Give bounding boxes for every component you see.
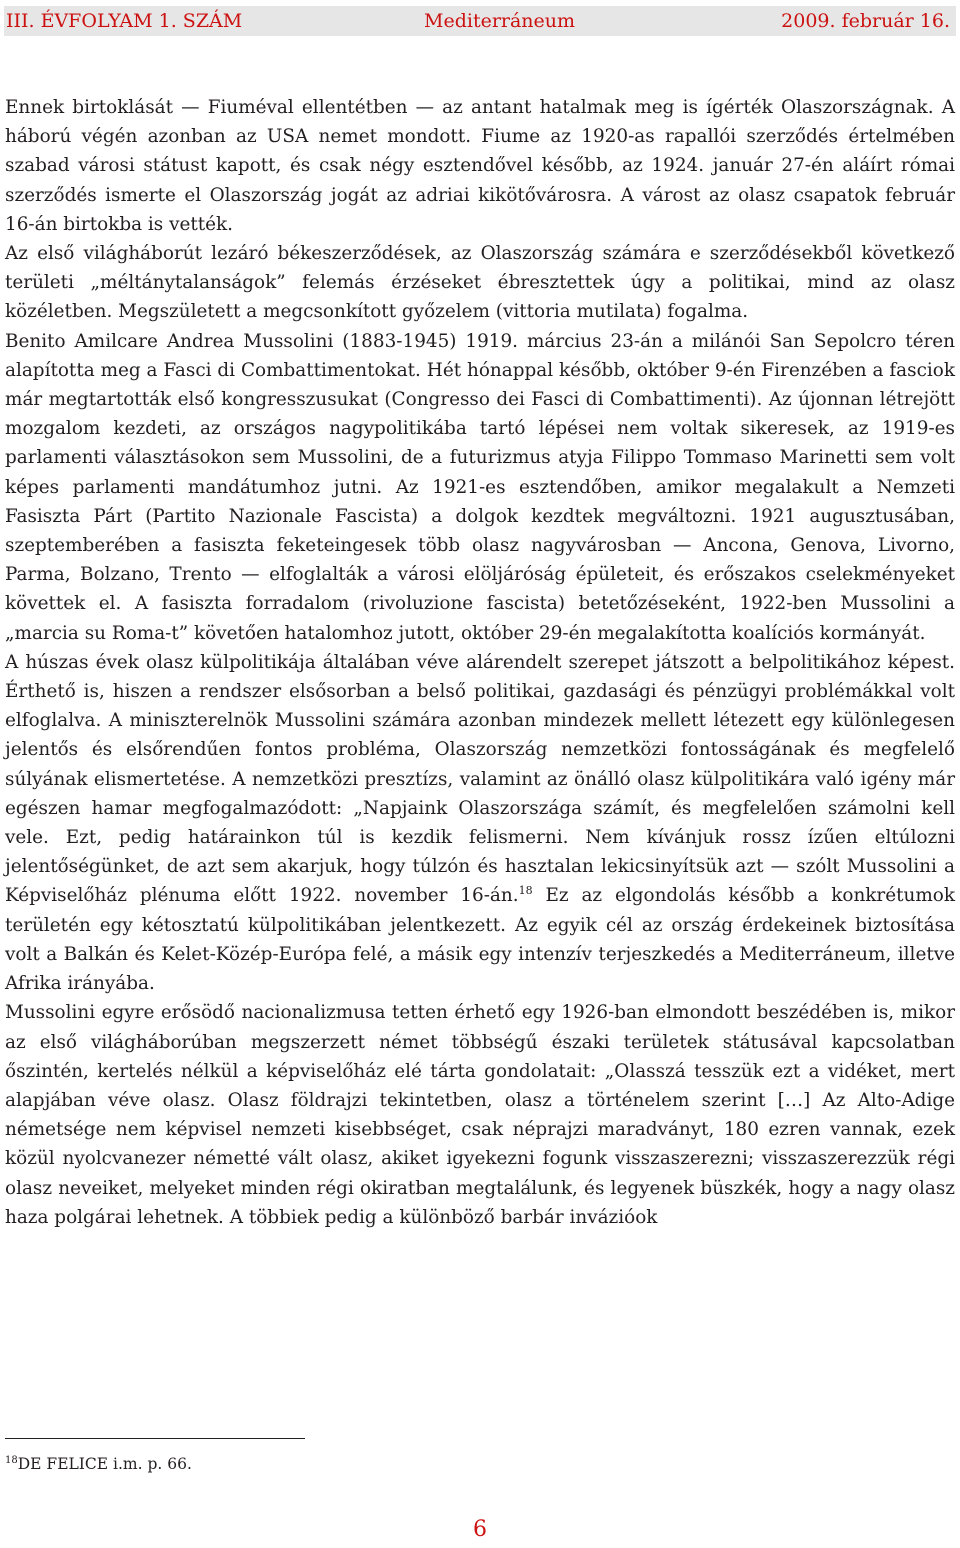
paragraph-2: Az első világháborút lezáró békeszerződések, az Olaszország számára e szerződésekből következő területi „méltánytalanságok” felemás érzéseket ébresztettek úgy a politikai, mind az olasz közéletben. Megszületett a megcsonkított győzelem (vittoria mutilata) fogalma. — [5, 243, 955, 323]
footnote-reference[interactable]: 18 — [518, 884, 533, 898]
header-volume: III. ÉVFOLYAM 1. SZÁM — [6, 10, 243, 32]
paragraph-4 — [5, 648, 955, 998]
footnote-separator — [5, 1438, 305, 1439]
footnote — [5, 1450, 192, 1475]
article-body — [5, 93, 955, 1232]
footnote-text: i.m. p. 66. — [108, 1455, 192, 1474]
paragraph-5: Mussolini egyre erősödő nacionalizmusa tetten érhető egy 1926-ban elmondott beszédében is, mikor az első világháborúban megszerzett német többségű északi területek státusával kapcsolatban őszintén, kertelés nélkül a képviselőház elé tárta gondolatait: „Olasszá tesszük ezt a vidéket, mert alapjában véve olasz. Olasz földrajzi tekintetben, olasz a történelem szerint […] Az Alto-Adige németsége nem képvisel nemzeti kisebbséget, csak néprajzi maradványt, 180 ezren vannak, ezek közül nyolcvanezer németté vált olasz, akiket igyekezni fogunk visszaszerezni; visszaszerezzük régi olasz neveiket, melyeket minden régi okiratban megtalálunk, és legyenek büszkék, hogy a nagy olasz haza polgárai lehetnek. A többiek pedig a különböző barbár invázióok — [5, 1002, 955, 1228]
footnote-number: 18 — [5, 1455, 18, 1466]
running-header — [4, 6, 956, 36]
page-number: 6 — [473, 1517, 487, 1542]
header-date: 2009. február 16. — [781, 10, 950, 32]
header-journal-title: Mediterráneum — [424, 10, 576, 32]
footnote-author: DE FELICE — [17, 1455, 109, 1474]
paragraph-4-continuation: Ez az elgondolás később a konkrétumok területén egy kétosztatú külpolitikában jelentkezett. Az egyik cél az ország érdekeinek biztosítása volt a Balkán és Kelet-Közép-Európa felé, a másik egy intenzív terjeszkedés a Mediterráneum, illetve Afrika irányába. — [5, 885, 955, 995]
paragraph-3: Benito Amilcare Andrea Mussolini (1883-1945) 1919. március 23-án a milánói San Sepolcro téren alapította meg a Fasci di Combattimentokat. Hét hónappal később, október 9-én Firenzében a fasciok már megtartották első kongresszusukat (Congresso dei Fasci di Combattimenti). Az újonnan létrejött mozgalom kezdeti, az országos nagypolitikába tartó lépései nem voltak sikeresek, az 1919-es parlamenti választásokon sem Mussolini, de a futurizmus atyja Filippo Tommaso Marinetti sem volt képes parlamenti mandátumhoz jutni. Az 1921-es esztendőben, amikor megalakult a Nemzeti Fasiszta Párt (Partito Nazionale Fascista) a dolgok kezdtek megváltozni. 1921 augusztusában, szeptemberében a fasiszta feketeingesek több olasz nagyvárosban — Ancona, Genova, Livorno, Parma, Bolzano, Trento — elfoglalták a városi elöljáróság épületeit, és erőszakos cselekményeket követtek el. A fasiszta forradalom (rivoluzione fascista) betetőzéseként, 1922-ben Mussolini a „marcia su Roma-t” követően hatalomhoz jutott, október 29-én megalakította koalíciós kormányát. — [5, 330, 955, 644]
paragraph-4-text: A húszas évek olasz külpolitikája általában véve alárendelt szerepet játszott a belpolitikához képest. Érthető is, hiszen a rendszer elsősorban a belső politikai, gazdasági és pénzügyi problémákkal volt elfoglalva. A miniszterelnök Mussolini számára azonban mindezek mellett létezett egy különlegesen jelentős és elsőrendűen fontos probléma, Olaszország nemzetközi fontosságának és megfelelő súlyának elismertetése. A nemzetközi presztízs, valamint az önálló olasz külpolitikára való igény már egészen hamar megfogalmazódott: „Napjaink Olaszországa számít, és megfelelően számolni kell vele. Ezt, pedig határainkon túl is kezdik felismerni. Nem kívánjuk rossz ízűen eltúlozni jelentőségünket, de azt sem akarjuk, hogy túlzón és hasztalan lekicsinyítsük azt — szólt Mussolini a Képviselőház plénuma előtt 1922. november 16-án. — [5, 651, 955, 907]
paragraph-1: Ennek birtoklását — Fiuméval ellentétben — az antant hatalmak meg is ígérték Olaszországnak. A háború végén azonban az USA nemet mondott. Fiume az 1920-as rapallói szerződés értelmében szabad városi státust kapott, és csak négy esztendővel később, az 1924. január 27-én aláírt római szerződés ismerte el Olaszország jogát az adriai kikötővárosra. A várost az olasz csapatok február 16-án birtokba is vették. — [5, 97, 955, 235]
